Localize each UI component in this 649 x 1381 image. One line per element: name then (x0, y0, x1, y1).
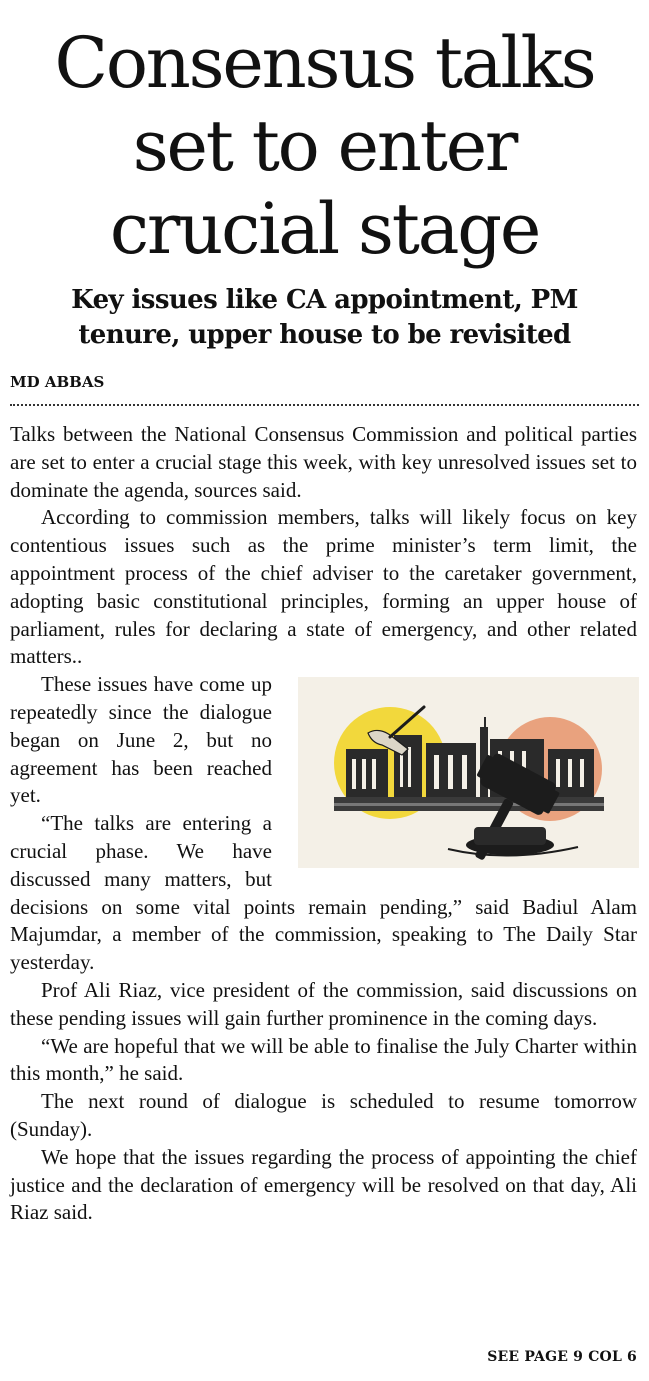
paragraph: We hope that the issues regarding the process of appointing the chief justice and the declaration of emergency will be resolved on that day, Ali Riaz said. (10, 1144, 637, 1225)
illustration-image (298, 677, 639, 868)
paragraph: Prof Ali Riaz, vice president of the commission, said discussions on these pending issues will gain further prominence in the coming days. (10, 977, 637, 1030)
subheadline (10, 283, 639, 353)
paragraph: These issues have come up repeatedly since the dialogue began on June 2, but no agreement has been reached yet. (10, 672, 272, 808)
headline-line: set to enter (132, 105, 517, 187)
paragraph: The next round of dialogue is scheduled to resume tomorrow (Sunday). (10, 1089, 637, 1141)
continued-on-page-link[interactable]: SEE PAGE 9 COL 6 (487, 1349, 637, 1365)
paragraph: According to commission members, talks will likely focus on key contentious issues such as the prime minister’s term limit, the appointment process of the chief adviser to the caretaker government, adopting basic constitutional principles, forming an upper house of parliament, rules for declaring a state of emergency, and other related matters.. (10, 505, 637, 669)
subheadline-line: tenure, upper house to be revisited (78, 320, 571, 350)
headline-line: crucial stage (109, 188, 540, 270)
paragraph: “The talks are entering a crucial phase. We have discussed many matters, but decisions on some vital points remain pending,” said Badiul Alam Majumdar, a member of the commission, speaking to The Daily Star yesterday. (10, 811, 637, 975)
paragraph: “We are hopeful that we will be able to finalise the July Charter within this month,” he said. (10, 1033, 637, 1086)
paragraph: Talks between the National Consensus Commission and political parties are set to enter a crucial stage this week, with key unresolved issues set to dominate the agenda, sources said. (10, 422, 637, 502)
article-body (10, 421, 637, 1227)
byline: MD ABBAS (10, 373, 105, 391)
dotted-divider (10, 404, 639, 406)
headline (10, 22, 639, 271)
parliament-gavel-illustration (298, 677, 639, 868)
headline-line: Consensus talks (54, 22, 595, 104)
subheadline-line: Key issues like CA appointment, PM (71, 285, 578, 315)
